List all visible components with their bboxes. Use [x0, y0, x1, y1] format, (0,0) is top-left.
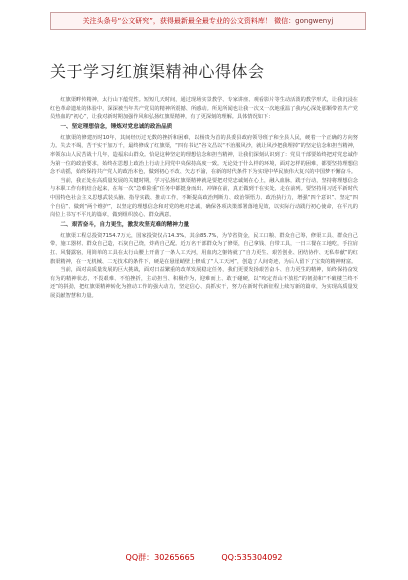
document-title: 关于学习红旗渠精神心得体会 [50, 62, 265, 81]
section-2-paragraph-2: 当前，面对高质量发展的巨大挑战，面对日益繁重的改革发展稳定任务，我们更要发扬艰苦奋斗、自力更生的精神，始终保持奋发有为的精神状态，不畏艰难、不怕挫折，主动担当、积极作为，迎难而上、敢于碰硬，以“咬定青山不放松”的韧劲和“不破楼兰终不还”的拼劲，把红旗渠精神转化为推动工作的强大动力，坚定信心、真抓实干，努力在新时代新征程上续写新的篇章，为实现高质量发展贡献智慧和力量。 [50, 267, 358, 299]
promo-banner-text: 关注头条号“公文研究”，获得最新最全最专业的公文资料库！ 微信： [82, 17, 296, 25]
footer-qq: QQ:535304092 [221, 553, 283, 562]
footer-qq-group: QQ群：30265665 [125, 553, 195, 562]
intro-paragraph: 红旗渠畔传精神，太行山下蕴党性。短短几天时间，通过现场实景教学、专家讲座、观看影片等生动活泼的教学形式，让我沉浸在红色革命遗址的体验中，深深被当年共产党员的精神所震撼、所感动。所见所闻也让我一次又一次地重温了我内心深处那颗带着共产党员热血的“初心”，让我对新时期加强作风和弘扬红旗渠精神，有了更深刻的理解。具体情况如下： [50, 97, 358, 121]
section-heading-1: 一、坚定理想信念，锤炼对党忠诚的政治品质 [60, 124, 173, 131]
section-2-paragraph-1: 红旗渠工程总投资7154.7万元，国家投资仅占14.3%，其余85.7%，为节省资金，民工口粮、群众自己筹，修渠工具、群众自己带，施工器材、群众自己造，石灰自己烧，炸药自己配。近万名干部群众为了修渠，自己拿钱、自带工具，一日三餐在工地吃，手拉肩扛、风餐露宿，用简单的工具在太行山腰上开凿了一条人工天河，用血肉之躯铸就了“自力更生、艰苦创业、团结协作、无私奉献”的红旗渠精神，在一无机械、二无技术的条件下，硬是在悬崖峭壁上修成了“人工天河”，创造了人间奇迹，为后人留下了宝贵的精神财富。 [50, 232, 358, 265]
document-body [50, 96, 358, 532]
section-heading-2: 二、艰苦奋斗，自力更生，激发攻坚克难的精神力量 [60, 222, 190, 229]
section-1-paragraph-2: 当前，我正处在高质量发展的关键时期，学习弘扬红旗渠精神就是要把对党忠诚刻在心上，融入血脉，践于行动，坚持将理想信念与本职工作有机结合起来，在每一次“急难险重”任务中都挺身而出、冲锋在前，真正做到干在实处、走在前列。要坚持用习近平新时代中国特色社会主义思想武装头脑、指导实践、推动工作，不断提高政治判断力、政治领悟力、政治执行力，增强“四个意识”、坚定“四个自信”、做到“两个维护”，以坚定的理想信念和对党的绝对忠诚，确保各项决策部署落地见效，以实际行动践行初心使命，在平凡的岗位上书写不平凡的篇章，做到组织放心、群众满意。 [50, 177, 358, 219]
promo-banner [50, 12, 366, 30]
contact-footer [0, 552, 408, 564]
promo-banner-account: gongwenyj [295, 17, 334, 25]
section-1-paragraph-1: 红旗渠的修建历时10年，其间经历过无数的挫折和困难，以杨贵为首的县委县政府领导班子和全县人民，硬着一个正确的方向努力。失去不竭，苦干实干加万千，最终修成了红旗渠，“四有书记”谷文昌以“不治服风沙，就让风沙把我埋掉”的坚定信念和担当精神，率领东山人民苦战十几年，造福东山群众。恰是这种坚定的理想信念和担当精神，让我们深刻认识到了：党员干部要始终把对党忠诚作为第一位的政治要求，始终在思想上政治上行动上同党中央保持高度一致。无论处于什么样的环境，面对怎样的困难，都要坚持理想信念不动摇，始终保持共产党人的政治本色，做到初心不改、矢志不渝，在新的时代条件下为实现中华民族伟大复兴的中国梦不懈奋斗。 [50, 134, 358, 176]
